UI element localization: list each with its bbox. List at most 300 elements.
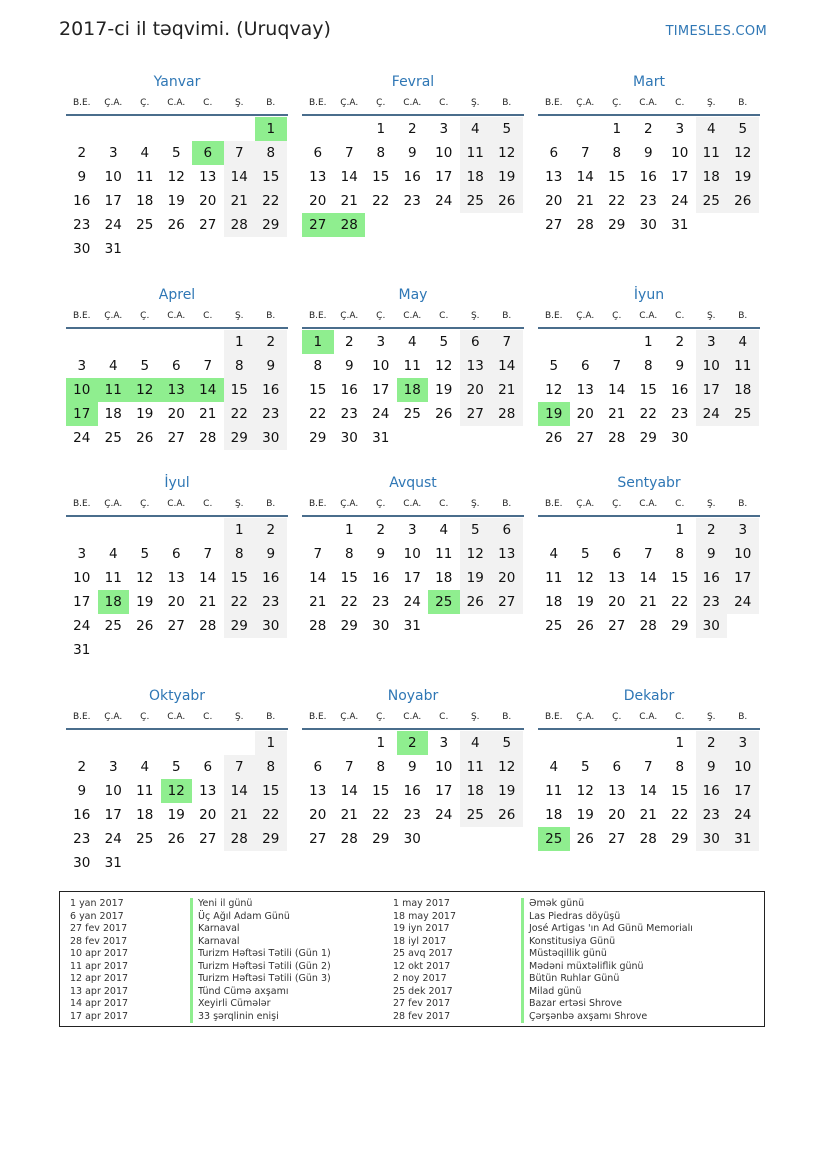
empty-day-cell [460, 827, 492, 851]
empty-day-cell [161, 518, 193, 542]
month-6 [538, 284, 760, 450]
weekday-label: C.A. [639, 311, 658, 321]
month-name: Avqust [389, 475, 437, 491]
day-cell: 15 [671, 783, 689, 799]
legend-holiday-name: Turizm Həftəsi Tətili (Gün 2) [190, 961, 331, 974]
day-cell: 21 [639, 594, 657, 610]
day-cell: 5 [549, 358, 559, 374]
header-rule [302, 114, 524, 116]
month-1 [66, 71, 288, 261]
day-cell: 24 [671, 193, 689, 209]
day-cell: 23 [403, 807, 421, 823]
weekend-day-cell: 29 [255, 213, 287, 237]
day-cell: 6 [313, 759, 323, 775]
weekend-day-cell: 5 [491, 117, 523, 141]
weekday-label: B.E. [308, 98, 327, 108]
weekday-label: B.E. [72, 712, 91, 722]
month-name: İyun [633, 287, 665, 303]
weekday-label: Ş. [470, 499, 480, 509]
month-4 [66, 284, 288, 450]
weekday-label: C.A. [639, 499, 658, 509]
day-cell: 24 [435, 807, 453, 823]
weekend-day-cell: 20 [491, 566, 523, 590]
day-cell: 26 [136, 430, 154, 446]
weekday-label: C.A. [403, 499, 422, 509]
weekday-header [538, 93, 760, 114]
day-cell: 14 [576, 169, 594, 185]
day-cell: 9 [77, 169, 87, 185]
day-cell: 22 [309, 406, 327, 422]
legend-holiday-name: Konstitusiya Günü [521, 936, 693, 949]
legend-holiday-name: Müstəqillik günü [521, 948, 693, 961]
weekday-label: Ç.A. [340, 499, 359, 509]
week-row [538, 117, 760, 141]
day-cell: 26 [545, 430, 563, 446]
day-cell: 25 [104, 430, 122, 446]
day-cell: 25 [545, 618, 563, 634]
day-cell: 6 [612, 546, 622, 562]
holiday-day-cell: 11 [98, 378, 130, 402]
day-cell: 18 [545, 594, 563, 610]
day-cell: 2 [376, 522, 386, 538]
day-cell: 27 [608, 618, 626, 634]
holiday-day-cell: 18 [98, 590, 130, 614]
day-cell: 1 [376, 735, 386, 751]
week-row [302, 590, 524, 614]
week-row [302, 779, 524, 803]
week-row [66, 141, 288, 165]
weekday-label: C.A. [167, 98, 186, 108]
empty-day-cell [129, 851, 161, 875]
legend-holiday-name: Mədəni müxtəliflik günü [521, 961, 693, 974]
day-cell: 19 [435, 382, 453, 398]
week-row [302, 566, 524, 590]
weekday-label: Ç. [612, 712, 622, 722]
day-cell: 13 [199, 169, 217, 185]
day-cell: 19 [167, 807, 185, 823]
month-10 [66, 685, 288, 875]
weekday-label: C. [439, 712, 449, 722]
day-cell: 29 [372, 831, 390, 847]
weekday-header [66, 494, 288, 515]
day-cell: 9 [407, 759, 417, 775]
weekend-day-cell: 21 [224, 189, 256, 213]
day-cell: 30 [372, 618, 390, 634]
weekday-header [302, 306, 524, 327]
legend-date: 12 apr 2017 [70, 973, 129, 984]
week-row [66, 542, 288, 566]
day-cell: 3 [77, 546, 87, 562]
weekday-label: Ç. [140, 311, 150, 321]
week-row [66, 402, 288, 426]
day-cell: 24 [104, 217, 122, 233]
weekend-day-cell: 8 [224, 542, 256, 566]
empty-day-cell [334, 731, 366, 755]
empty-day-cell [224, 638, 256, 662]
day-cell: 22 [639, 406, 657, 422]
day-cell: 10 [104, 783, 122, 799]
empty-day-cell [428, 426, 460, 450]
week-row [302, 354, 524, 378]
day-cell: 3 [439, 121, 449, 137]
month-name: Sentyabr [617, 475, 681, 491]
week-row [302, 378, 524, 402]
week-row [66, 165, 288, 189]
week-row [302, 731, 524, 755]
day-cell: 18 [136, 193, 154, 209]
day-cell: 30 [671, 430, 689, 446]
day-cell: 8 [675, 759, 685, 775]
weekday-label: Ç. [376, 311, 386, 321]
holiday-day-cell: 1 [255, 117, 287, 141]
day-cell: 31 [403, 618, 421, 634]
legend-holiday-name: Tünd Cümə axşamı [190, 986, 331, 999]
weekday-header [66, 93, 288, 114]
empty-day-cell [224, 237, 256, 261]
day-cell: 7 [643, 546, 653, 562]
day-cell: 18 [136, 807, 154, 823]
weekday-header [538, 494, 760, 515]
day-cell: 6 [313, 145, 323, 161]
day-cell: 10 [435, 145, 453, 161]
day-cell: 31 [104, 241, 122, 257]
day-cell: 23 [340, 406, 358, 422]
day-cell: 10 [435, 759, 453, 775]
day-cell: 29 [639, 430, 657, 446]
holiday-day-cell: 27 [302, 213, 334, 237]
month-name: İyul [164, 475, 190, 491]
week-row [66, 213, 288, 237]
brand-link[interactable]: TIMESLES.COM [665, 24, 767, 39]
weekday-header [66, 306, 288, 327]
weekday-label: Ş. [706, 499, 716, 509]
legend-date: 14 apr 2017 [70, 998, 129, 1009]
day-cell: 23 [403, 193, 421, 209]
day-cell: 8 [612, 145, 622, 161]
day-cell: 24 [372, 406, 390, 422]
empty-day-cell [129, 518, 161, 542]
month-3 [538, 71, 760, 237]
day-cell: 21 [340, 807, 358, 823]
legend-holiday-name: Xeyirli Cümələr [190, 998, 331, 1011]
day-cell: 18 [435, 570, 453, 586]
empty-day-cell [98, 330, 130, 354]
day-cell: 3 [108, 145, 118, 161]
empty-day-cell [397, 426, 429, 450]
weekend-day-cell: 1 [255, 731, 287, 755]
day-cell: 7 [313, 546, 323, 562]
weekday-label: B. [266, 712, 276, 722]
empty-day-cell [302, 518, 334, 542]
legend-dates-right [393, 898, 456, 1023]
weekday-label: B. [502, 712, 512, 722]
weekend-day-cell: 28 [491, 402, 523, 426]
legend-holiday-name: 33 şərqlinin enişi [190, 1011, 331, 1024]
weekend-day-cell: 29 [224, 614, 256, 638]
day-cell: 27 [199, 217, 217, 233]
day-cell: 28 [639, 831, 657, 847]
weekday-label: B. [266, 499, 276, 509]
weekend-day-cell: 11 [727, 354, 759, 378]
day-cell: 5 [439, 334, 449, 350]
empty-day-cell [224, 731, 256, 755]
day-cell: 24 [73, 430, 91, 446]
header-rule [302, 728, 524, 730]
empty-day-cell [365, 213, 397, 237]
weekend-day-cell: 17 [696, 378, 728, 402]
day-cell: 22 [608, 193, 626, 209]
day-cell: 7 [344, 145, 354, 161]
weekend-day-cell: 12 [491, 141, 523, 165]
weekend-day-cell: 26 [727, 189, 759, 213]
weekend-day-cell: 6 [460, 330, 492, 354]
week-row [302, 755, 524, 779]
day-cell: 18 [545, 807, 563, 823]
header-rule [302, 327, 524, 329]
weekday-label: B.E. [72, 499, 91, 509]
day-cell: 29 [671, 831, 689, 847]
week-row [66, 851, 288, 875]
weekday-label: B. [266, 311, 276, 321]
day-cell: 25 [136, 217, 154, 233]
day-cell: 11 [545, 570, 563, 586]
week-row [538, 542, 760, 566]
weekday-label: B.E. [308, 712, 327, 722]
legend-holiday-name: Yeni il günü [190, 898, 331, 911]
empty-day-cell [570, 518, 602, 542]
legend-holiday-name: Bazar ertəsi Shrove [521, 998, 693, 1011]
day-cell: 7 [643, 759, 653, 775]
day-cell: 5 [140, 546, 150, 562]
weekend-day-cell: 19 [491, 779, 523, 803]
day-cell: 23 [73, 831, 91, 847]
day-cell: 28 [639, 618, 657, 634]
weekday-label: Ç.A. [576, 712, 595, 722]
day-cell: 16 [372, 570, 390, 586]
weekend-day-cell: 2 [255, 518, 287, 542]
legend-date: 19 iyn 2017 [393, 923, 450, 934]
empty-day-cell [428, 614, 460, 638]
weekend-day-cell: 29 [224, 426, 256, 450]
weekend-day-cell: 10 [727, 755, 759, 779]
weekend-day-cell: 4 [727, 330, 759, 354]
day-cell: 14 [639, 783, 657, 799]
weekday-label: Ç.A. [576, 98, 595, 108]
weekend-day-cell: 4 [696, 117, 728, 141]
day-cell: 28 [199, 618, 217, 634]
empty-day-cell [129, 638, 161, 662]
day-cell: 24 [104, 831, 122, 847]
week-row [538, 330, 760, 354]
month-12 [538, 685, 760, 851]
weekend-day-cell: 14 [224, 779, 256, 803]
legend-date: 12 okt 2017 [393, 960, 451, 972]
day-cell: 31 [73, 642, 91, 658]
header-rule [66, 327, 288, 329]
weekend-day-cell: 9 [255, 354, 287, 378]
day-cell: 16 [73, 807, 91, 823]
weekday-label: C.A. [403, 311, 422, 321]
day-cell: 19 [576, 594, 594, 610]
weekday-label: Ç.A. [340, 712, 359, 722]
day-cell: 6 [171, 546, 181, 562]
weekend-day-cell: 9 [696, 542, 728, 566]
weekday-label: Ç.A. [104, 499, 123, 509]
weekend-day-cell: 14 [224, 165, 256, 189]
weekday-header [302, 93, 524, 114]
weekday-label: B.E. [72, 311, 91, 321]
day-cell: 4 [108, 358, 118, 374]
week-row [302, 803, 524, 827]
empty-day-cell [161, 117, 193, 141]
day-cell: 9 [675, 358, 685, 374]
day-cell: 9 [643, 145, 653, 161]
day-cell: 8 [344, 546, 354, 562]
weekend-day-cell: 1 [224, 330, 256, 354]
day-cell: 3 [77, 358, 87, 374]
day-cell: 2 [407, 121, 417, 137]
weekend-day-cell: 18 [460, 165, 492, 189]
empty-day-cell [224, 117, 256, 141]
empty-day-cell [161, 237, 193, 261]
day-cell: 26 [576, 831, 594, 847]
weekday-label: B. [502, 499, 512, 509]
empty-day-cell [491, 614, 523, 638]
legend-holiday-name: Karnaval [190, 923, 331, 936]
header-rule [66, 114, 288, 116]
weekend-day-cell: 8 [255, 141, 287, 165]
week-row [302, 827, 524, 851]
week-row [66, 803, 288, 827]
day-cell: 30 [73, 241, 91, 257]
day-cell: 21 [199, 406, 217, 422]
empty-day-cell [727, 213, 759, 237]
empty-day-cell [129, 731, 161, 755]
weekday-label: C. [439, 98, 449, 108]
legend-date: 27 fev 2017 [70, 923, 128, 934]
day-cell: 18 [104, 406, 122, 422]
day-cell: 17 [104, 807, 122, 823]
day-cell: 8 [376, 145, 386, 161]
empty-day-cell [98, 638, 130, 662]
weekend-day-cell: 18 [696, 165, 728, 189]
weekend-day-cell: 7 [224, 755, 256, 779]
weekend-day-cell: 26 [491, 189, 523, 213]
weekend-day-cell: 27 [491, 590, 523, 614]
day-cell: 27 [309, 831, 327, 847]
weekday-label: C.A. [403, 712, 422, 722]
day-cell: 5 [171, 759, 181, 775]
empty-day-cell [491, 426, 523, 450]
day-cell: 13 [309, 169, 327, 185]
weekday-label: B.E. [308, 311, 327, 321]
day-cell: 22 [372, 193, 390, 209]
day-cell: 28 [340, 831, 358, 847]
day-cell: 26 [435, 406, 453, 422]
holiday-day-cell: 28 [334, 213, 366, 237]
empty-day-cell [98, 518, 130, 542]
weekday-label: C. [203, 712, 213, 722]
day-cell: 8 [643, 358, 653, 374]
legend-dates-left [70, 898, 128, 1023]
empty-day-cell [538, 518, 570, 542]
week-row [66, 755, 288, 779]
day-cell: 15 [671, 570, 689, 586]
weekend-day-cell: 30 [255, 614, 287, 638]
weekday-label: Ç. [376, 712, 386, 722]
day-cell: 30 [340, 430, 358, 446]
day-cell: 13 [608, 570, 626, 586]
legend-holiday-name: Bütün Ruhlar Günü [521, 973, 693, 986]
week-row [302, 189, 524, 213]
holiday-day-cell: 12 [129, 378, 161, 402]
day-cell: 27 [545, 217, 563, 233]
weekday-label: Ç. [612, 98, 622, 108]
weekday-label: C. [203, 499, 213, 509]
day-cell: 17 [671, 169, 689, 185]
empty-day-cell [460, 426, 492, 450]
day-cell: 27 [608, 831, 626, 847]
day-cell: 12 [167, 169, 185, 185]
day-cell: 16 [340, 382, 358, 398]
day-cell: 10 [403, 546, 421, 562]
day-cell: 3 [439, 735, 449, 751]
weekday-label: C.A. [167, 499, 186, 509]
weekday-label: Ç. [140, 98, 150, 108]
weekend-day-cell: 16 [255, 566, 287, 590]
empty-day-cell [491, 213, 523, 237]
day-cell: 21 [608, 406, 626, 422]
day-cell: 4 [407, 334, 417, 350]
holiday-legend [59, 891, 765, 1027]
weekend-day-cell: 14 [491, 354, 523, 378]
weekend-day-cell: 10 [727, 542, 759, 566]
weekend-day-cell: 2 [255, 330, 287, 354]
weekend-day-cell: 18 [460, 779, 492, 803]
weekday-label: B. [502, 311, 512, 321]
empty-day-cell [538, 731, 570, 755]
day-cell: 28 [309, 618, 327, 634]
day-cell: 1 [675, 522, 685, 538]
empty-day-cell [633, 731, 665, 755]
weekend-day-cell: 3 [696, 330, 728, 354]
week-row [66, 378, 288, 402]
month-2 [302, 71, 524, 237]
holiday-day-cell: 18 [397, 378, 429, 402]
weekend-day-cell: 28 [224, 213, 256, 237]
day-cell: 9 [344, 358, 354, 374]
weekday-label: B. [266, 98, 276, 108]
weekend-day-cell: 8 [255, 755, 287, 779]
day-cell: 13 [545, 169, 563, 185]
empty-day-cell [66, 518, 98, 542]
empty-day-cell [601, 731, 633, 755]
week-row [538, 614, 760, 638]
weekend-day-cell: 15 [224, 378, 256, 402]
week-row [302, 426, 524, 450]
day-cell: 17 [73, 594, 91, 610]
day-cell: 15 [340, 570, 358, 586]
week-row [302, 402, 524, 426]
weekend-day-cell: 2 [696, 731, 728, 755]
week-row [66, 638, 288, 662]
day-cell: 6 [171, 358, 181, 374]
weekend-day-cell: 25 [696, 189, 728, 213]
weekday-header [66, 707, 288, 728]
day-cell: 27 [199, 831, 217, 847]
day-cell: 17 [403, 570, 421, 586]
day-cell: 16 [671, 382, 689, 398]
